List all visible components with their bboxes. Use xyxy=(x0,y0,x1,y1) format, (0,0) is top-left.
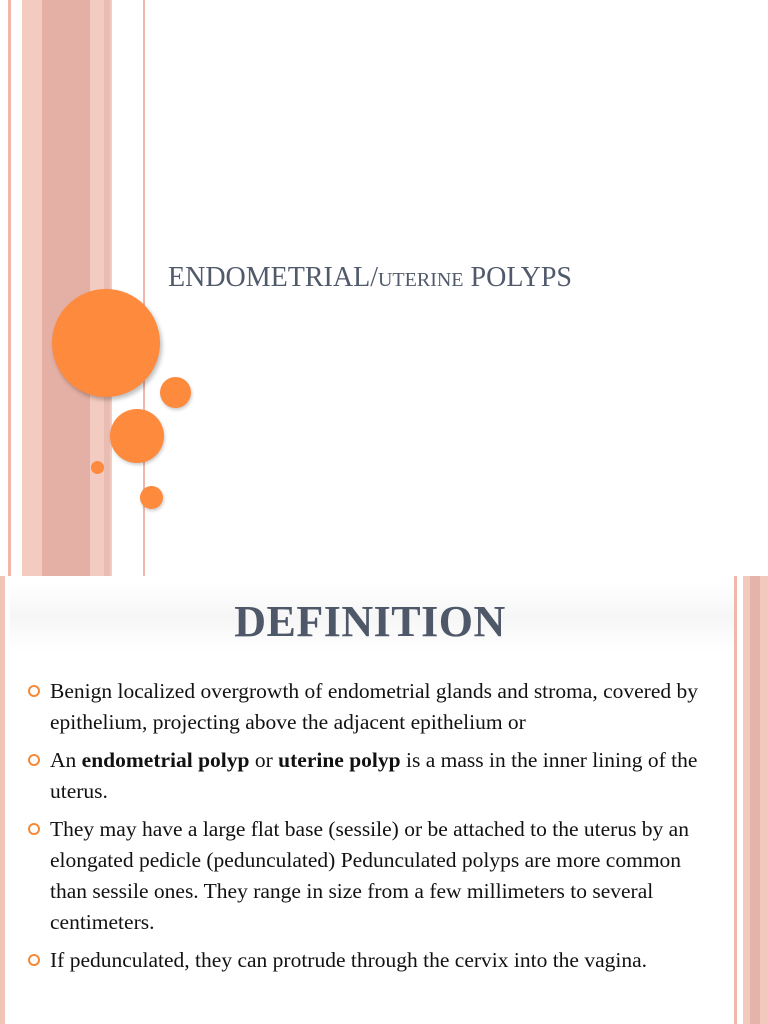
bullet-circle-icon xyxy=(28,754,40,766)
stripe xyxy=(104,0,110,576)
stripe xyxy=(8,0,11,576)
title-part-smallcaps: uterine xyxy=(377,262,464,293)
bullet-circle-icon xyxy=(28,685,40,697)
bullet-text-mid: or xyxy=(249,748,279,772)
title-part-main: ENDOMETRIAL/ xyxy=(168,262,378,293)
orange-circle-small-2 xyxy=(140,486,163,509)
right-stripe-dark xyxy=(750,576,760,1024)
title-part-end: POLYPS xyxy=(463,262,572,293)
slide-heading: DEFINITION xyxy=(234,597,506,646)
list-item xyxy=(28,676,718,738)
slide-title xyxy=(168,262,748,294)
decorative-stripes xyxy=(0,0,160,576)
large-orange-circle xyxy=(52,289,160,397)
bullet-text-post: is a mass in the inner lining of the uterus. xyxy=(50,748,698,803)
bold-term: uterine polyp xyxy=(278,748,401,772)
orange-circle-medium xyxy=(110,409,164,463)
bullet-text: If pedunculated, they can protrude through the cervix into the vagina. xyxy=(50,948,648,972)
bullet-text: They may have a large flat base (sessile) or be attached to the uterus by an elongated pedicle (pedunculated) Pedunculated polyps are more common than sessile ones. They range in size from a few millimeters to several centimeters. xyxy=(50,817,689,934)
bullet-list xyxy=(28,676,718,983)
list-item xyxy=(28,945,718,976)
definition-slide xyxy=(0,576,768,1024)
orange-circle-small xyxy=(160,377,191,408)
list-item xyxy=(28,745,718,807)
orange-circle-tiny xyxy=(91,461,104,474)
bullet-circle-icon xyxy=(28,954,40,966)
bold-term: endometrial polyp xyxy=(81,748,250,772)
bullet-text: Benign localized overgrowth of endometrial glands and stroma, covered by epithelium, projecting above the adjacent epithelium or xyxy=(50,679,698,734)
bullet-text-pre: An xyxy=(50,748,82,772)
bullet-circle-icon xyxy=(28,823,40,835)
stripe xyxy=(42,0,90,576)
list-item xyxy=(28,814,718,938)
